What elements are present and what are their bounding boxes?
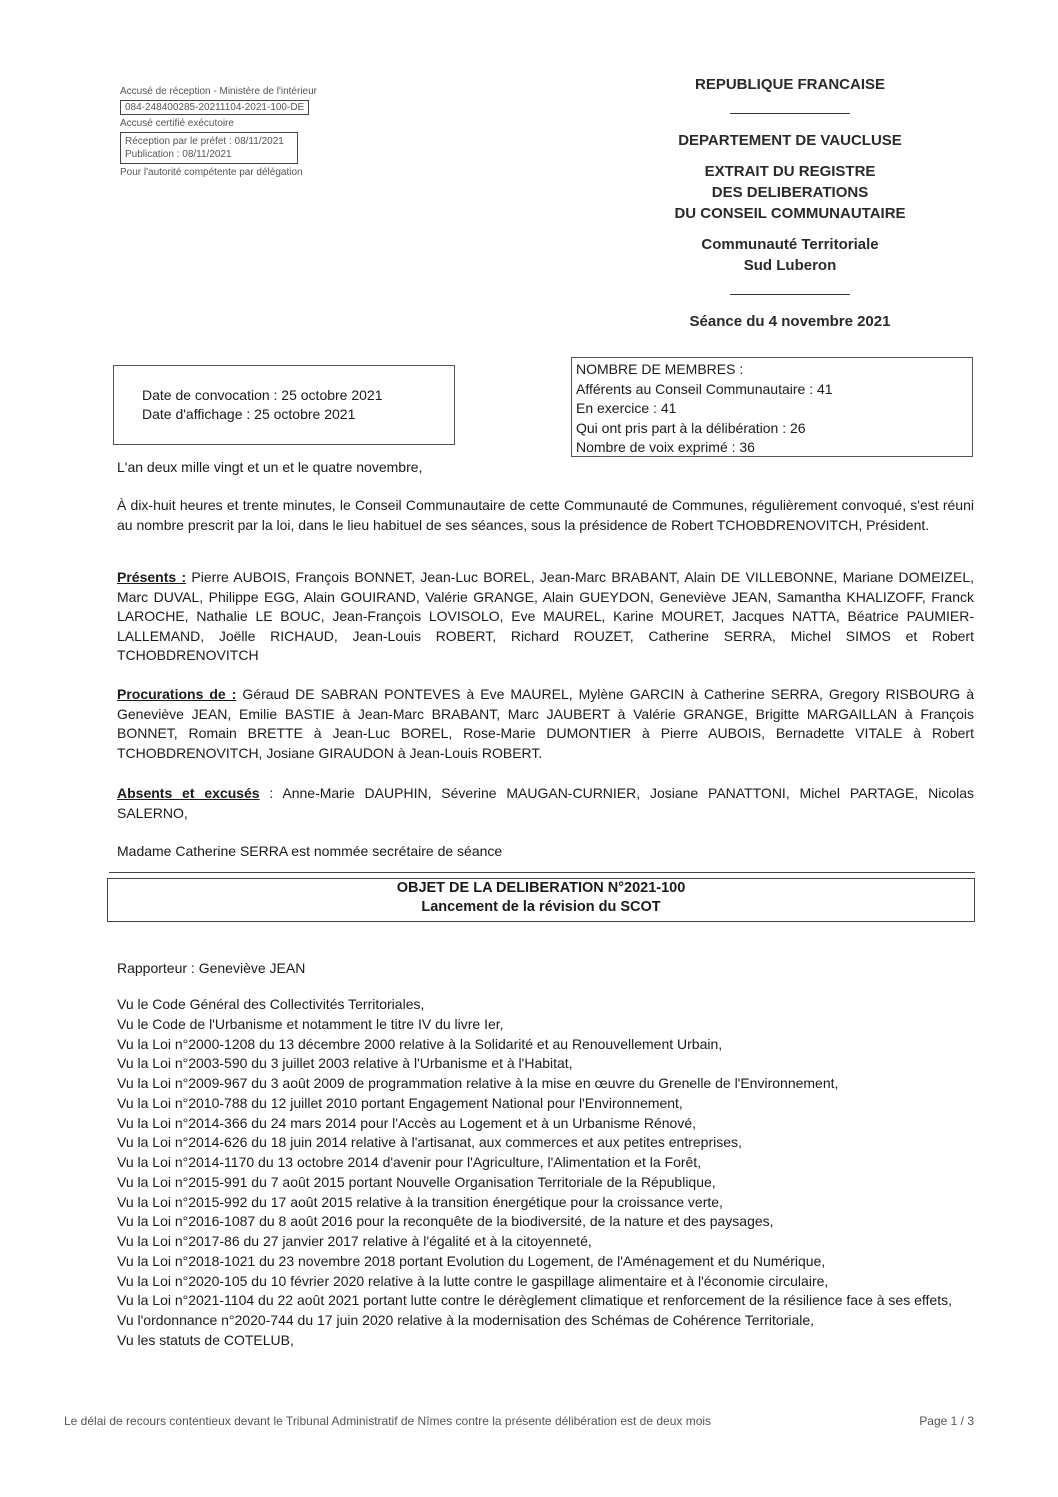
vu-item: Vu les statuts de COTELUB, — [117, 1331, 294, 1348]
vu-item: Vu la Loi n°2015-992 du 17 août 2015 relative à la transition énergétique pour la croissance verte, — [117, 1193, 723, 1210]
vu-item: Vu la Loi n°2014-1170 du 13 octobre 2014 d'avenir pour l'Agriculture, l'Alimentation et la Forêt, — [117, 1154, 702, 1170]
vu-item: Vu la Loi n°2017-86 du 27 janvier 2017 relative à l'égalité et à la citoyenneté, — [117, 1233, 592, 1249]
presents-paragraph — [117, 568, 974, 666]
header-communaute-2: Sud Luberon — [743, 257, 837, 274]
stamp-reception: Réception par le préfet : 08/11/2021 — [125, 136, 284, 147]
header-extrait-3: DU CONSEIL COMMUNAUTAIRE — [674, 205, 906, 222]
vu-item: Vu la Loi n°2014-626 du 18 juin 2014 relative à l'artisanat, aux commerces et aux petites entreprises, — [117, 1134, 742, 1151]
header-rule-2 — [730, 294, 850, 295]
vu-item: Vu la Loi n°2015-991 du 7 août 2015 portant Nouvelle Organisation Territoriale de la République, — [117, 1173, 716, 1190]
vus-list — [117, 995, 977, 1351]
vu-item: Vu la Loi n°2014-366 du 24 mars 2014 pour l'Accès au Logement et à un Urbanisme Rénové, — [117, 1114, 697, 1131]
footer-notice: Le délai de recours contentieux devant le Tribunal Administratif de Nîmes contre la présente délibération est de deux mois — [64, 1414, 712, 1428]
vu-item: Vu l'ordonnance n°2020-744 du 17 juin 2020 relative à la modernisation des Schémas de Cohérence Territoriale, — [117, 1312, 815, 1328]
header-republique: REPUBLIQUE FRANCAISE — [694, 76, 885, 93]
header-departement: DEPARTEMENT DE VAUCLUSE — [678, 132, 902, 149]
stamp-acte-id: 084-248400285-20211104-2021-100-DE — [120, 100, 309, 115]
stamp-dates-box — [120, 132, 298, 164]
membres-exercice: En exercice : 41 — [576, 400, 677, 416]
document-header — [640, 74, 940, 332]
secretaire-line: Madame Catherine SERRA est nommée secrétaire de séance — [117, 843, 503, 859]
stamp-publication: Publication : 08/11/2021 — [125, 149, 232, 160]
procurations-label: Procurations de : — [117, 686, 237, 702]
header-rule-1 — [730, 113, 850, 114]
dates-box — [113, 365, 455, 445]
header-extrait-1: EXTRAIT DU REGISTRE — [704, 163, 876, 180]
header-extrait-2: DES DELIBERATIONS — [711, 184, 869, 201]
membres-box — [571, 357, 973, 457]
vu-item: Vu la Loi n°2018-1021 du 23 novembre 2018 portant Evolution du Logement, de l'Aménagement et du Numérique, — [117, 1252, 826, 1269]
date-affichage: Date d'affichage : 25 octobre 2021 — [142, 406, 356, 422]
date-convocation: Date de convocation : 25 octobre 2021 — [142, 387, 383, 403]
reception-stamp — [120, 85, 420, 179]
page-number: Page 1 / 3 — [919, 1414, 974, 1428]
procurations-text: Géraud DE SABRAN PONTEVES à Eve MAUREL, Mylène GARCIN à Catherine SERRA, Gregory RISBOURG à Geneviève JEAN, Emilie BASTIE à Jean-Marc BRABANT, Marc JAUBERT à Valérie GRANGE, Brigitte MARGAILLAN à François BONNET, Romain BRETTE à Jean-Luc BOREL, Rose-Marie DUMONTIER à Pierre AUBOIS, Bernadette VITALE à Robert TCHOBDRENOVITCH, Josiane GIRAUDON à Jean-Louis ROBERT. — [117, 686, 974, 761]
rapporteur-line: Rapporteur : Geneviève JEAN — [117, 960, 306, 976]
membres-afferents: Afférents au Conseil Communautaire : 41 — [576, 380, 833, 397]
membres-pris-part: Qui ont pris part à la délibération : 26 — [576, 419, 806, 436]
vu-item: Vu la Loi n°2021-1104 du 22 août 2021 portant lutte contre le dérèglement climatique et renforcement de la résilience face à ses effets, — [117, 1292, 952, 1309]
vu-item: Vu la Loi n°2016-1087 du 8 août 2016 pour la reconquête de la biodiversité, de la nature et des paysages, — [117, 1213, 774, 1230]
stamp-line-1: Accusé de réception - Ministère de l'intérieur — [120, 86, 318, 97]
absents-paragraph — [117, 784, 974, 823]
membres-title: NOMBRE DE MEMBRES : — [576, 361, 744, 377]
vu-item: Vu la Loi n°2000-1208 du 13 décembre 2000 relative à la Solidarité et au Renouvellement Urbain, — [117, 1035, 723, 1052]
vu-item: Vu le Code de l'Urbanisme et notamment le titre IV du livre Ier, — [117, 1015, 504, 1032]
membres-voix: Nombre de voix exprimé : 36 — [576, 439, 755, 455]
intro-date-line: L'an deux mille vingt et un et le quatre novembre, — [117, 459, 423, 475]
objet-title: OBJET DE LA DELIBERATION N°2021-100 — [396, 880, 686, 896]
procurations-paragraph — [117, 685, 974, 763]
stamp-line-2: Accusé certifié exécutoire — [120, 118, 234, 129]
absents-text: : Anne-Marie DAUPHIN, Séverine MAUGAN-CURNIER, Josiane PANATTONI, Michel PARTAGE, Nicolas SALERNO, — [117, 785, 975, 821]
stamp-line-3: Pour l'autorité compétente par délégation — [120, 167, 303, 178]
absents-label: Absents et excusés — [117, 785, 260, 801]
objet-subtitle: Lancement de la révision du SCOT — [421, 899, 661, 915]
page-footer — [64, 1414, 974, 1428]
vu-item: Vu la Loi n°2003-590 du 3 juillet 2003 relative à l'Urbanisme et à l'Habitat, — [117, 1055, 573, 1072]
objet-box-top-rule — [109, 872, 975, 877]
header-communaute-1: Communauté Territoriale — [701, 236, 879, 253]
presents-label: Présents : — [117, 569, 187, 585]
header-seance: Séance du 4 novembre 2021 — [689, 313, 891, 330]
vu-item: Vu le Code Général des Collectivités Territoriales, — [117, 996, 425, 1012]
vu-item: Vu la Loi n°2020-105 du 10 février 2020 relative à la lutte contre le gaspillage alimentaire et à l'économie circulaire, — [117, 1272, 829, 1289]
vu-item: Vu la Loi n°2009-967 du 3 août 2009 de programmation relative à la mise en œuvre du Grenelle de l'Environnement, — [117, 1075, 839, 1091]
objet-box — [107, 878, 975, 922]
intro-paragraph: À dix-huit heures et trente minutes, le Conseil Communautaire de cette Communauté de Communes, régulièrement convoqué, s'est réuni au nombre prescrit par la loi, dans le lieu habituel de ses séances, sous la présidence de Robert TCHOBDRENOVITCH, Président. — [117, 497, 974, 533]
presents-text: Pierre AUBOIS, François BONNET, Jean-Luc BOREL, Jean-Marc BRABANT, Alain DE VILLEBONNE, Mariane DOMEIZEL, Marc DUVAL, Philippe EGG, Alain GOUIRAND, Valérie GRANGE, Alain GUEYDON, Geneviève JEAN, Samantha KHALIZOFF, Franck LAROCHE, Nathalie LE BOUC, Jean-François LOVISOLO, Eve MAUREL, Karine MOURET, Jacques NATTA, Béatrice PAUMIER-LALLEMAND, Joëlle RICHAUD, Jean-Louis ROBERT, Richard ROUZET, Catherine SERRA, Michel SIMOS et Robert TCHOBDRENOVITCH — [117, 569, 975, 663]
vu-item: Vu la Loi n°2010-788 du 12 juillet 2010 portant Engagement National pour l'Environnement, — [117, 1094, 683, 1111]
